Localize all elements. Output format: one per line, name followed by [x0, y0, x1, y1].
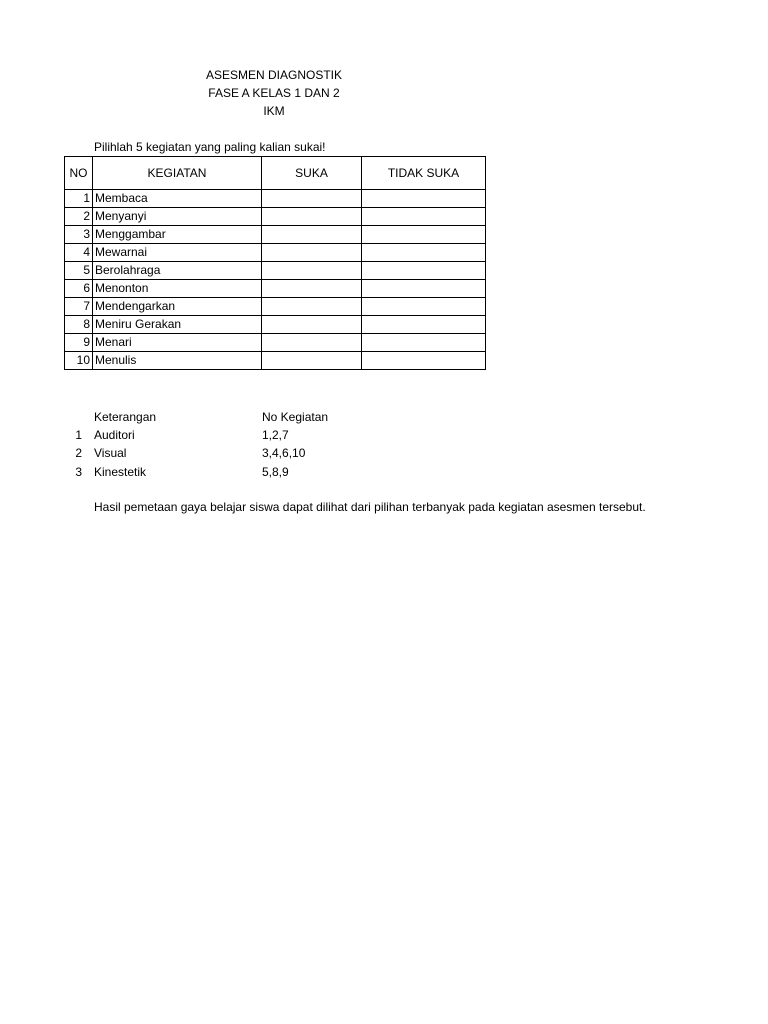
suka-cell[interactable]	[262, 280, 362, 298]
legend-row-number: 3	[75, 465, 82, 479]
tidak-suka-cell[interactable]	[362, 262, 486, 280]
table-row	[65, 262, 486, 280]
table-row	[65, 244, 486, 262]
legend-row-label: Kinestetik	[94, 465, 147, 479]
table-row	[65, 316, 486, 334]
tidak-suka-cell[interactable]	[362, 334, 486, 352]
table-row	[65, 190, 486, 208]
result-note: Hasil pemetaan gaya belajar siswa dapat dilihat dari pilihan terbanyak pada kegiatan asesmen tersebut.	[94, 500, 646, 514]
legend-header-codes: No Kegiatan	[262, 410, 329, 424]
suka-cell[interactable]	[262, 208, 362, 226]
suka-cell[interactable]	[262, 262, 362, 280]
table-row	[65, 280, 486, 298]
activity-name: Mewarnai	[93, 244, 262, 262]
activity-name: Menyanyi	[93, 208, 262, 226]
activity-name: Berolahraga	[93, 262, 262, 280]
instruction-text: Pilihlah 5 kegiatan yang paling kalian sukai!	[94, 140, 326, 154]
legend-row-number: 1	[75, 428, 82, 442]
row-number: 10	[65, 352, 93, 370]
table-row	[65, 352, 486, 370]
table-row	[65, 226, 486, 244]
tidak-suka-cell[interactable]	[362, 280, 486, 298]
legend-row-codes: 1,2,7	[262, 428, 289, 442]
legend-row-label: Auditori	[94, 428, 135, 442]
row-number: 9	[65, 334, 93, 352]
row-number: 8	[65, 316, 93, 334]
suka-cell[interactable]	[262, 352, 362, 370]
row-number: 5	[65, 262, 93, 280]
tidak-suka-cell[interactable]	[362, 352, 486, 370]
activity-table	[64, 156, 486, 370]
tidak-suka-cell[interactable]	[362, 226, 486, 244]
document-subtitle-ikm: IKM	[263, 104, 285, 118]
suka-cell[interactable]	[262, 334, 362, 352]
table-row	[65, 334, 486, 352]
suka-cell[interactable]	[262, 298, 362, 316]
row-number: 3	[65, 226, 93, 244]
document-title: ASESMEN DIAGNOSTIK	[205, 68, 343, 82]
tidak-suka-cell[interactable]	[362, 298, 486, 316]
suka-cell[interactable]	[262, 226, 362, 244]
row-number: 4	[65, 244, 93, 262]
table-row	[65, 298, 486, 316]
activity-name: Meniru Gerakan	[93, 316, 262, 334]
row-number: 7	[65, 298, 93, 316]
legend-row-label: Visual	[94, 446, 127, 460]
suka-cell[interactable]	[262, 244, 362, 262]
column-header-tidak-suka: TIDAK SUKA	[362, 157, 486, 190]
row-number: 6	[65, 280, 93, 298]
activity-name: Menggambar	[93, 226, 262, 244]
row-number: 1	[65, 190, 93, 208]
legend-row-number: 2	[75, 446, 82, 460]
activity-name: Mendengarkan	[93, 298, 262, 316]
tidak-suka-cell[interactable]	[362, 316, 486, 334]
activity-name: Menulis	[93, 352, 262, 370]
suka-cell[interactable]	[262, 316, 362, 334]
activity-name: Menari	[93, 334, 262, 352]
row-number: 2	[65, 208, 93, 226]
table-row	[65, 208, 486, 226]
legend-row-codes: 3,4,6,10	[262, 446, 306, 460]
column-header-no: NO	[65, 157, 93, 190]
suka-cell[interactable]	[262, 190, 362, 208]
table-header-row	[65, 157, 486, 190]
tidak-suka-cell[interactable]	[362, 244, 486, 262]
column-header-suka: SUKA	[262, 157, 362, 190]
tidak-suka-cell[interactable]	[362, 208, 486, 226]
activity-name: Menonton	[93, 280, 262, 298]
activity-name: Membaca	[93, 190, 262, 208]
document-subtitle: FASE A KELAS 1 DAN 2	[208, 86, 340, 100]
legend-row-codes: 5,8,9	[262, 465, 289, 479]
column-header-kegiatan: KEGIATAN	[93, 157, 262, 190]
tidak-suka-cell[interactable]	[362, 190, 486, 208]
legend-header-label: Keterangan	[94, 410, 157, 424]
